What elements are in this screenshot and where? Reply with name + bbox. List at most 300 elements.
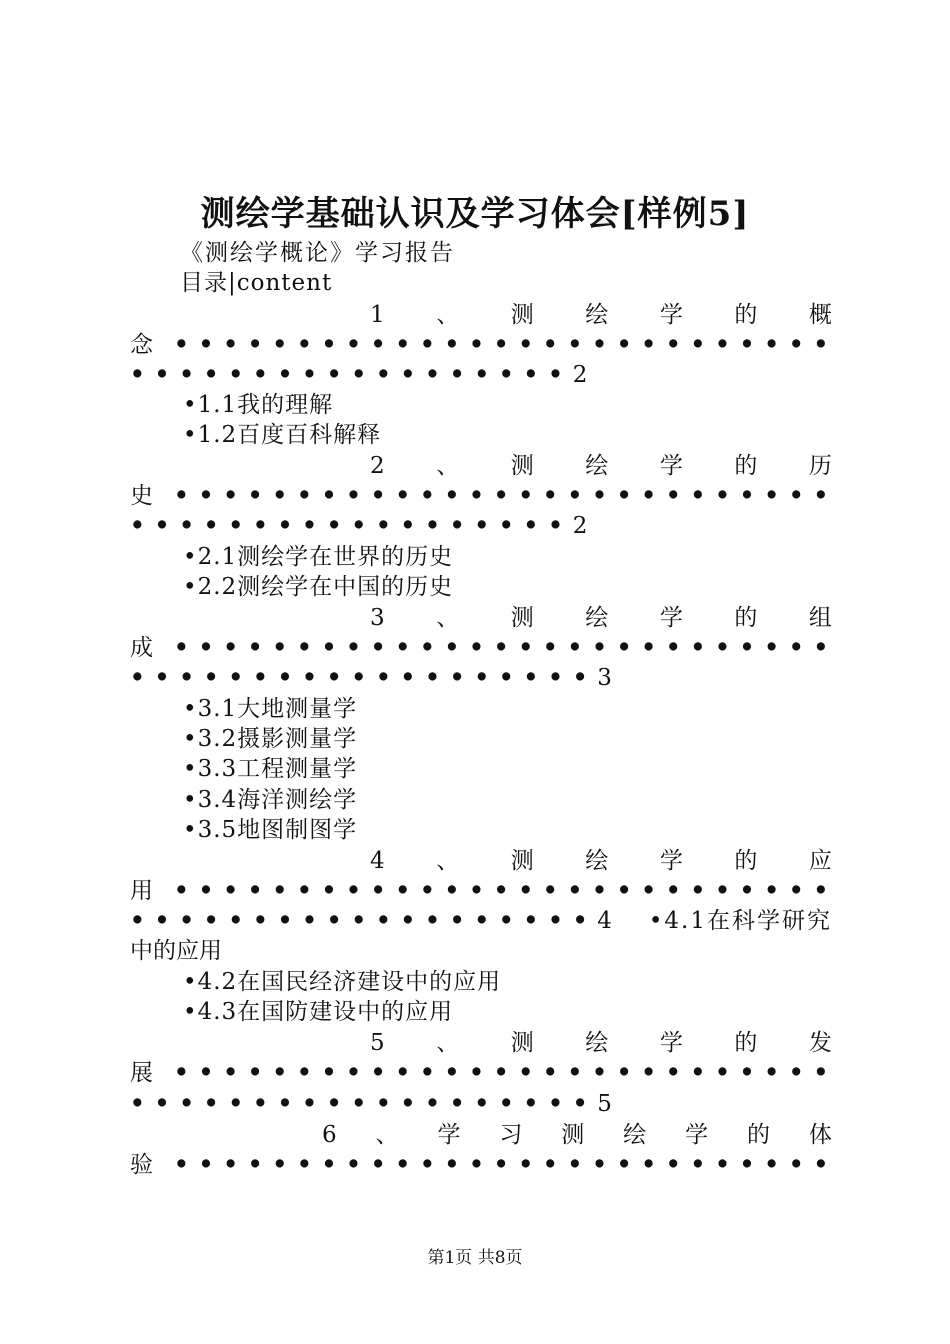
toc-sub-4-2: •4.2在国民经济建设中的应用 <box>183 969 502 995</box>
dot-leader <box>130 908 597 934</box>
leader-dot: • <box>690 877 706 904</box>
toc-sub-3-5: •3.5地图制图学 <box>183 817 358 843</box>
leader-dot: • <box>813 482 829 509</box>
leader-dot: • <box>296 482 312 509</box>
leader-dot: • <box>493 634 509 661</box>
leader-dot: • <box>326 907 342 934</box>
leader-dot: • <box>419 877 435 904</box>
toc-entry-char: 概 <box>808 302 832 328</box>
toc-entry-number: 4 <box>370 848 385 874</box>
leader-dot: • <box>444 331 460 358</box>
leader-dot: • <box>715 482 730 509</box>
toc-entry-tail: 成 <box>130 635 153 661</box>
toc-entry-tail: 展 <box>130 1060 153 1086</box>
leader-dot: • <box>198 877 214 904</box>
dot-leader <box>174 876 838 906</box>
toc-entry-6-heading <box>322 1120 832 1150</box>
leader-dot: • <box>272 1151 288 1178</box>
leader-dot: • <box>764 1151 779 1178</box>
toc-sub-2-1: •2.1测绘学在世界的历史 <box>183 544 454 570</box>
toc-entry-page: 2 <box>572 362 588 388</box>
leader-dot: • <box>321 1059 337 1086</box>
toc-entry-char: 组 <box>808 605 832 631</box>
leader-dot: • <box>247 1059 263 1086</box>
leader-dot: • <box>498 361 514 388</box>
leader-dot: • <box>272 1059 288 1086</box>
leader-dot: • <box>813 1151 829 1178</box>
leader-dot: • <box>449 664 465 691</box>
leader-dot: • <box>444 1059 460 1086</box>
leader-dot: • <box>395 482 411 509</box>
toc-entry-char: 绘 <box>585 453 609 479</box>
leader-dot: • <box>518 877 534 904</box>
leader-dot: • <box>592 1151 607 1178</box>
leader-dot: • <box>203 1090 219 1117</box>
leader-dot: • <box>277 907 293 934</box>
leader-dot: • <box>277 664 293 691</box>
leader-dot: • <box>296 634 312 661</box>
leader-dot: • <box>351 361 367 388</box>
toc-entry-char: 绘 <box>585 848 609 874</box>
toc-entry-char: 历 <box>808 453 832 479</box>
leader-dot: • <box>690 1059 706 1086</box>
toc-entry-char: 的 <box>734 453 758 479</box>
leader-dot: • <box>326 664 342 691</box>
leader-dot: • <box>228 1090 244 1117</box>
leader-dot: • <box>739 482 755 509</box>
toc-sub-2-2: •2.2测绘学在中国的历史 <box>183 574 454 600</box>
toc-entry-char: 绘 <box>585 605 609 631</box>
toc-entry-3-heading <box>370 603 832 633</box>
toc-sub-3-3: •3.3工程测量学 <box>183 756 358 782</box>
leader-dot: • <box>419 634 435 661</box>
leader-dot: • <box>425 907 440 934</box>
leader-dot: • <box>592 877 607 904</box>
leader-dot: • <box>788 877 804 904</box>
leader-dot: • <box>277 1090 293 1117</box>
toc-sub-1-2: •1.2百度百科解释 <box>183 422 382 448</box>
toc-entry-char: 绘 <box>585 302 609 328</box>
toc-entry-number: 5 <box>370 1030 385 1056</box>
toc-entry-tail: 史 <box>130 483 153 509</box>
leader-dot: • <box>523 664 539 691</box>
leader-dot: • <box>616 1059 632 1086</box>
toc-entry-char: 习 <box>499 1122 523 1148</box>
toc-entry-char: 绘 <box>585 1030 609 1056</box>
leader-dot: • <box>518 1059 534 1086</box>
leader-dot: • <box>425 1090 440 1117</box>
leader-dot: • <box>174 1151 189 1178</box>
leader-dot: • <box>179 1090 194 1117</box>
leader-dot: • <box>419 1059 435 1086</box>
leader-dot: • <box>198 634 214 661</box>
leader-dot: • <box>351 907 367 934</box>
leader-dot: • <box>469 1059 484 1086</box>
leader-dot: • <box>247 331 263 358</box>
toc-entry-separator: 、 <box>436 848 460 874</box>
leader-dot: • <box>813 877 829 904</box>
toc-entry-char: 学 <box>659 1030 683 1056</box>
leader-dot: • <box>641 482 656 509</box>
leader-dot: • <box>228 512 244 539</box>
toc-sub-3-1: •3.1大地测量学 <box>183 696 358 722</box>
leader-dot: • <box>375 907 391 934</box>
leader-dot: • <box>272 331 288 358</box>
leader-dot: • <box>690 482 706 509</box>
leader-dot: • <box>444 1151 460 1178</box>
leader-dot: • <box>449 361 465 388</box>
leader-dot: • <box>321 482 337 509</box>
toc-sub-3-4: •3.4海洋测绘学 <box>183 787 358 813</box>
dot-leader <box>174 1150 838 1180</box>
toc-entry-char: 测 <box>510 848 534 874</box>
leader-dot: • <box>302 512 317 539</box>
toc-entry-page: 2 <box>572 513 588 539</box>
leader-dot: • <box>493 1151 509 1178</box>
leader-dot: • <box>739 1059 755 1086</box>
leader-dot: • <box>370 482 386 509</box>
leader-dot: • <box>788 634 804 661</box>
toc-heading: 目录|content <box>180 270 333 296</box>
leader-dot: • <box>474 664 490 691</box>
leader-dot: • <box>179 664 194 691</box>
toc-entry-page: 4 <box>597 908 612 934</box>
leader-dot: • <box>130 907 145 934</box>
toc-entry-number: 3 <box>370 605 385 631</box>
leader-dot: • <box>665 877 681 904</box>
leader-dot: • <box>715 331 730 358</box>
leader-dot: • <box>400 361 416 388</box>
dot-leader <box>174 1058 838 1088</box>
toc-entry-char: 应 <box>808 848 832 874</box>
leader-dot: • <box>813 1059 829 1086</box>
leader-dot: • <box>498 907 514 934</box>
toc-entry-char: 学 <box>659 605 683 631</box>
leader-dot: • <box>523 907 539 934</box>
leader-dot: • <box>252 512 268 539</box>
leader-dot: • <box>518 634 534 661</box>
toc-entry-4-leader-end <box>130 906 832 936</box>
leader-dot: • <box>616 482 632 509</box>
leader-dot: • <box>592 482 607 509</box>
leader-dot: • <box>223 482 238 509</box>
leader-dot: • <box>739 877 755 904</box>
leader-dot: • <box>395 1151 411 1178</box>
toc-entry-separator: 、 <box>436 453 460 479</box>
leader-dot: • <box>567 331 583 358</box>
leader-dot: • <box>198 331 214 358</box>
leader-dot: • <box>542 634 558 661</box>
leader-dot: • <box>548 512 563 539</box>
leader-dot: • <box>395 877 411 904</box>
leader-dot: • <box>223 634 238 661</box>
leader-dot: • <box>474 512 490 539</box>
leader-dot: • <box>469 331 484 358</box>
toc-entry-char: 体 <box>808 1122 832 1148</box>
leader-dot: • <box>665 1151 681 1178</box>
leader-dot: • <box>690 634 706 661</box>
leader-dot: • <box>277 361 293 388</box>
leader-dot: • <box>130 361 145 388</box>
toc-entry-char: 绘 <box>623 1122 647 1148</box>
toc-entry-char: 学 <box>437 1122 461 1148</box>
leader-dot: • <box>203 512 219 539</box>
toc-entry-6-leader <box>130 1150 832 1180</box>
leader-dot: • <box>179 907 194 934</box>
leader-dot: • <box>592 331 607 358</box>
toc-entry-1-leader-end <box>130 360 587 390</box>
leader-dot: • <box>665 1059 681 1086</box>
leader-dot: • <box>252 907 268 934</box>
leader-dot: • <box>764 634 779 661</box>
leader-dot: • <box>592 634 607 661</box>
leader-dot: • <box>174 331 189 358</box>
toc-entry-char: 学 <box>659 453 683 479</box>
leader-dot: • <box>493 482 509 509</box>
leader-dot: • <box>223 877 238 904</box>
leader-dot: • <box>130 664 145 691</box>
leader-dot: • <box>567 482 583 509</box>
toc-entry-page: 5 <box>597 1091 612 1117</box>
dot-leader <box>130 362 573 388</box>
leader-dot: • <box>425 664 440 691</box>
leader-dot: • <box>346 1151 361 1178</box>
leader-dot: • <box>542 877 558 904</box>
toc-entry-4-heading <box>370 846 832 876</box>
leader-dot: • <box>247 877 263 904</box>
leader-dot: • <box>548 1090 563 1117</box>
leader-dot: • <box>326 512 342 539</box>
toc-entry-number: 1 <box>370 302 385 328</box>
leader-dot: • <box>523 361 539 388</box>
leader-dot: • <box>370 1059 386 1086</box>
leader-dot: • <box>346 1059 361 1086</box>
toc-entry-char: 学 <box>659 848 683 874</box>
toc-entry-char: 的 <box>734 848 758 874</box>
leader-dot: • <box>425 512 440 539</box>
toc-entry-separator: 、 <box>436 605 460 631</box>
leader-dot: • <box>223 1151 238 1178</box>
dot-leader <box>174 633 838 663</box>
leader-dot: • <box>346 331 361 358</box>
leader-dot: • <box>154 664 170 691</box>
leader-dot: • <box>493 331 509 358</box>
leader-dot: • <box>474 907 490 934</box>
toc-entry-separator: 、 <box>375 1122 399 1148</box>
toc-entry-3-leader-end <box>130 663 612 693</box>
leader-dot: • <box>715 1059 730 1086</box>
leader-dot: • <box>715 877 730 904</box>
document-title: 测绘学基础认识及学习体会[样例5] <box>200 194 750 234</box>
leader-dot: • <box>474 361 490 388</box>
leader-dot: • <box>272 482 288 509</box>
leader-dot: • <box>247 482 263 509</box>
toc-sub-4-3: •4.3在国防建设中的应用 <box>183 999 454 1025</box>
leader-dot: • <box>375 1090 391 1117</box>
leader-dot: • <box>179 361 194 388</box>
leader-dot: • <box>296 331 312 358</box>
leader-dot: • <box>813 634 829 661</box>
toc-sub-3-2: •3.2摄影测量学 <box>183 726 358 752</box>
leader-dot: • <box>346 634 361 661</box>
leader-dot: • <box>567 877 583 904</box>
leader-dot: • <box>542 482 558 509</box>
leader-dot: • <box>346 482 361 509</box>
leader-dot: • <box>813 331 829 358</box>
leader-dot: • <box>616 634 632 661</box>
leader-dot: • <box>351 664 367 691</box>
leader-dot: • <box>641 634 656 661</box>
toc-entry-tail: 念 <box>130 332 153 358</box>
leader-dot: • <box>572 664 588 691</box>
leader-dot: • <box>764 877 779 904</box>
leader-dot: • <box>469 482 484 509</box>
leader-dot: • <box>641 1059 656 1086</box>
toc-entry-5-leader <box>130 1058 832 1088</box>
leader-dot: • <box>296 1059 312 1086</box>
leader-dot: • <box>326 1090 342 1117</box>
leader-dot: • <box>419 331 435 358</box>
leader-dot: • <box>198 482 214 509</box>
toc-entry-char: 测 <box>510 605 534 631</box>
toc-entry-char: 测 <box>510 1030 534 1056</box>
leader-dot: • <box>616 331 632 358</box>
leader-dot: • <box>198 1059 214 1086</box>
leader-dot: • <box>179 512 194 539</box>
leader-dot: • <box>518 331 534 358</box>
leader-dot: • <box>203 361 219 388</box>
leader-dot: • <box>469 634 484 661</box>
toc-entry-5-leader-end <box>130 1089 612 1119</box>
leader-dot: • <box>174 482 189 509</box>
leader-dot: • <box>400 512 416 539</box>
toc-entry-char: 的 <box>734 605 758 631</box>
leader-dot: • <box>400 664 416 691</box>
leader-dot: • <box>498 1090 514 1117</box>
leader-dot: • <box>444 634 460 661</box>
leader-dot: • <box>444 877 460 904</box>
leader-dot: • <box>542 1059 558 1086</box>
leader-dot: • <box>616 1151 632 1178</box>
leader-dot: • <box>518 1151 534 1178</box>
leader-dot: • <box>198 1151 214 1178</box>
toc-sub-4-1-start: •4.1在科学研究 <box>648 908 832 934</box>
leader-dot: • <box>523 512 539 539</box>
toc-entry-tail: 验 <box>130 1152 153 1178</box>
leader-dot: • <box>130 512 145 539</box>
leader-dot: • <box>228 664 244 691</box>
dot-leader <box>174 481 838 511</box>
toc-entry-separator: 、 <box>436 1030 460 1056</box>
leader-dot: • <box>548 361 563 388</box>
toc-entry-number: 6 <box>322 1122 337 1148</box>
leader-dot: • <box>375 664 391 691</box>
leader-dot: • <box>321 877 337 904</box>
leader-dot: • <box>277 512 293 539</box>
leader-dot: • <box>296 877 312 904</box>
leader-dot: • <box>542 1151 558 1178</box>
leader-dot: • <box>203 664 219 691</box>
leader-dot: • <box>739 634 755 661</box>
leader-dot: • <box>154 512 170 539</box>
toc-entry-5-heading <box>370 1028 832 1058</box>
leader-dot: • <box>665 634 681 661</box>
leader-dot: • <box>572 907 588 934</box>
toc-entry-1-heading <box>370 300 832 330</box>
leader-dot: • <box>764 1059 779 1086</box>
leader-dot: • <box>346 877 361 904</box>
leader-dot: • <box>444 482 460 509</box>
toc-entry-tail: 用 <box>130 878 153 904</box>
toc-entry-char: 的 <box>746 1122 770 1148</box>
leader-dot: • <box>449 1090 465 1117</box>
leader-dot: • <box>370 1151 386 1178</box>
leader-dot: • <box>449 512 465 539</box>
toc-entry-4-leader <box>130 876 832 906</box>
toc-entry-2-leader <box>130 481 832 511</box>
leader-dot: • <box>302 361 317 388</box>
leader-dot: • <box>518 482 534 509</box>
leader-dot: • <box>665 331 681 358</box>
leader-dot: • <box>395 331 411 358</box>
leader-dot: • <box>375 512 391 539</box>
toc-entry-char: 学 <box>659 302 683 328</box>
leader-dot: • <box>469 877 484 904</box>
leader-dot: • <box>326 361 342 388</box>
leader-dot: • <box>223 1059 238 1086</box>
leader-dot: • <box>788 1151 804 1178</box>
toc-entry-char: 测 <box>510 302 534 328</box>
leader-dot: • <box>370 634 386 661</box>
leader-dot: • <box>690 1151 706 1178</box>
leader-dot: • <box>370 877 386 904</box>
leader-dot: • <box>351 1090 367 1117</box>
page-footer: 第1页 共8页 <box>427 1248 523 1268</box>
toc-entry-char: 测 <box>561 1122 585 1148</box>
dot-leader <box>130 665 597 691</box>
toc-entry-2-heading <box>370 451 832 481</box>
leader-dot: • <box>395 1059 411 1086</box>
leader-dot: • <box>469 1151 484 1178</box>
toc-entry-char: 测 <box>510 453 534 479</box>
leader-dot: • <box>247 1151 263 1178</box>
leader-dot: • <box>764 482 779 509</box>
document-subtitle: 《测绘学概论》学习报告 <box>180 240 455 266</box>
leader-dot: • <box>764 331 779 358</box>
leader-dot: • <box>567 634 583 661</box>
leader-dot: • <box>228 907 244 934</box>
leader-dot: • <box>302 1090 317 1117</box>
leader-dot: • <box>641 1151 656 1178</box>
leader-dot: • <box>665 482 681 509</box>
leader-dot: • <box>788 331 804 358</box>
leader-dot: • <box>223 331 238 358</box>
leader-dot: • <box>174 877 189 904</box>
leader-dot: • <box>641 331 656 358</box>
leader-dot: • <box>493 877 509 904</box>
leader-dot: • <box>228 361 244 388</box>
leader-dot: • <box>154 361 170 388</box>
toc-sub-1-1: •1.1我的理解 <box>183 392 334 418</box>
leader-dot: • <box>302 907 317 934</box>
leader-dot: • <box>130 1090 145 1117</box>
leader-dot: • <box>425 361 440 388</box>
leader-dot: • <box>616 877 632 904</box>
dot-leader <box>130 1091 597 1117</box>
leader-dot: • <box>375 361 391 388</box>
dot-leader <box>130 513 573 539</box>
leader-dot: • <box>174 1059 189 1086</box>
